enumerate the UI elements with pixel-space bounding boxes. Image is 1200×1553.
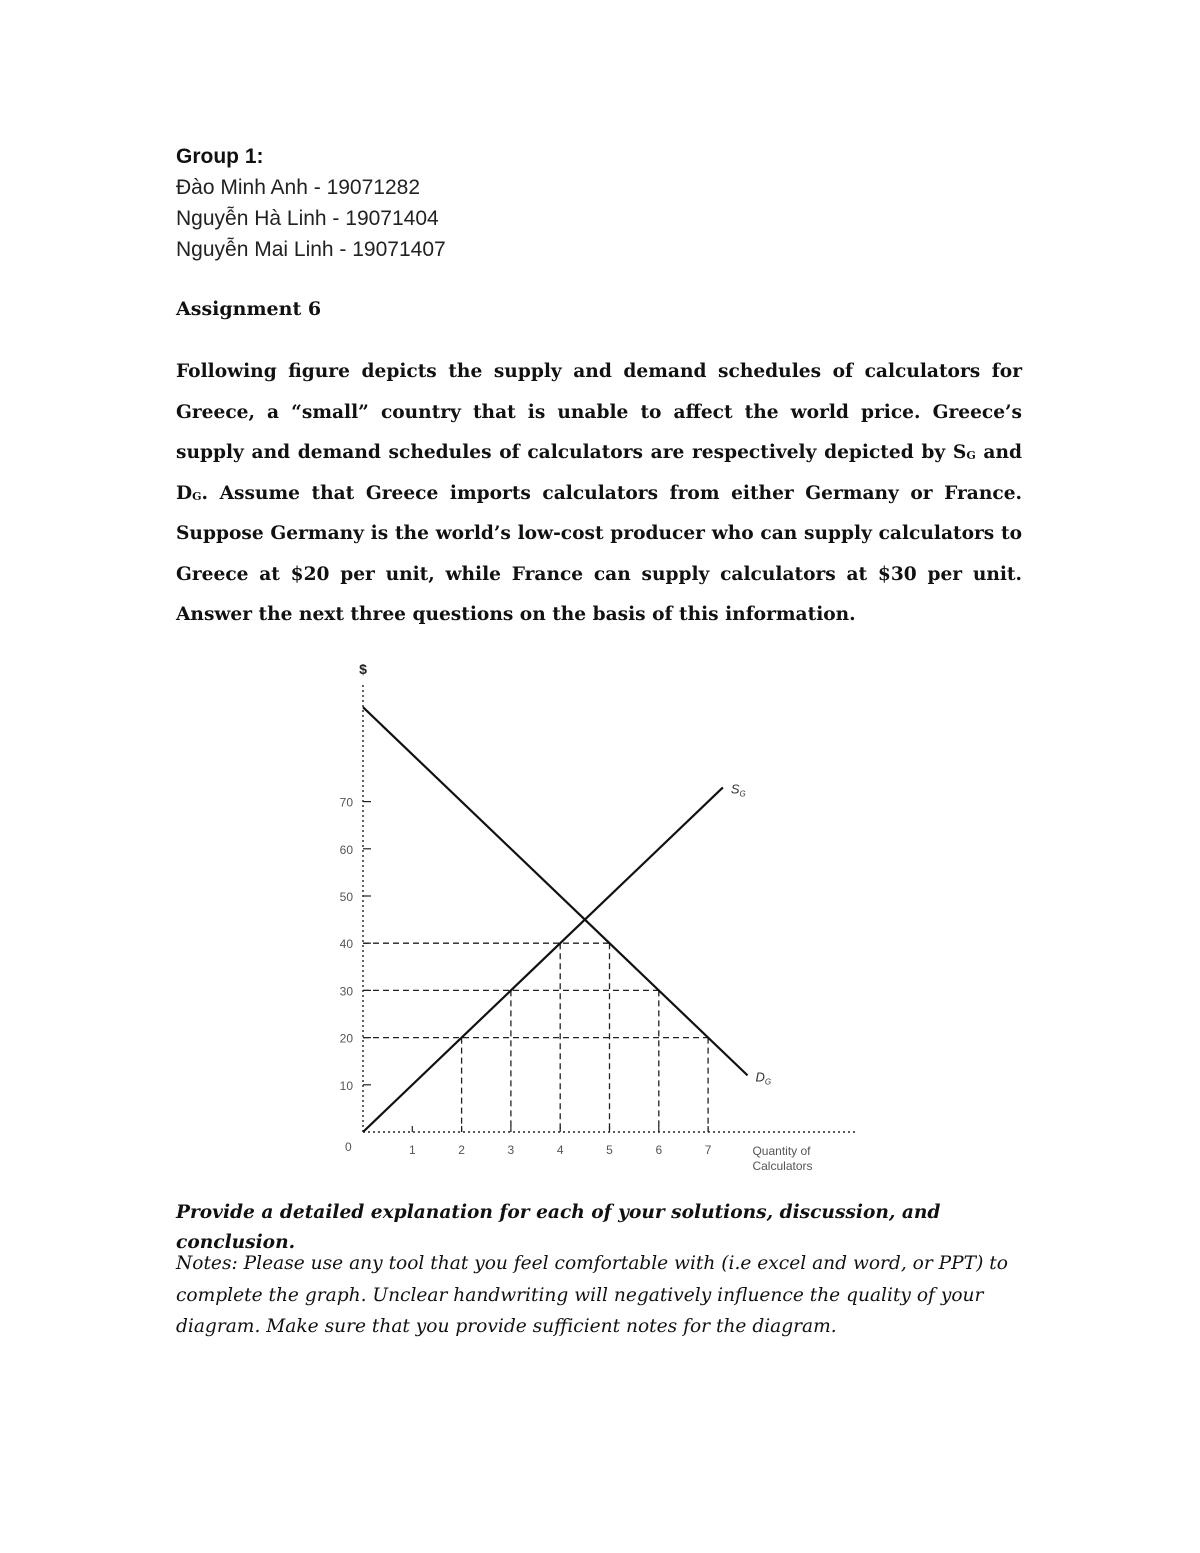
x-tick-label: 6 <box>655 1143 663 1157</box>
y-tick-label: 70 <box>339 795 353 810</box>
intro-text-part1: Following figure depicts the supply and demand schedules of calculators for Greece, a “small” country that is unable to affect the world price. Greece’s supply and demand schedules of calculators are respectively depicted by <box>176 361 1022 463</box>
x-tick-label: 3 <box>507 1143 515 1157</box>
x-tick-label: 4 <box>556 1143 564 1157</box>
group-title: Group 1: <box>176 145 264 168</box>
supply-demand-figure <box>300 655 880 1180</box>
x-axis-label-line: Quantity of <box>752 1144 811 1158</box>
member-1: Đào Minh Anh - 19071282 <box>176 176 421 199</box>
instruction-text: Provide a detailed explanation for each of your solutions, discussion, and conclusion. <box>176 1202 941 1253</box>
assignment-title: Assignment 6 <box>176 298 322 320</box>
x-axis-label-line: Calculators <box>752 1159 813 1173</box>
demand-label-subscript: G <box>764 1077 772 1087</box>
member-2: Nguyễn Hà Linh - 19071404 <box>176 207 439 230</box>
x-tick-label: 2 <box>458 1143 465 1157</box>
demand-symbol-letter: D <box>176 482 193 504</box>
supply-symbol <box>953 442 976 463</box>
supply-symbol-letter: S <box>952 442 967 463</box>
y-tick-label: 60 <box>339 842 353 857</box>
y-axis-label: $ <box>359 661 367 678</box>
origin-label: 0 <box>345 1140 352 1154</box>
y-tick-label: 40 <box>339 937 353 952</box>
supply-symbol-subscript: G <box>966 449 976 462</box>
intro-paragraph <box>176 352 1022 636</box>
x-tick-label: 7 <box>704 1143 712 1157</box>
supply-demand-chart <box>300 655 880 1180</box>
supply-curve <box>363 787 723 1132</box>
supply-label-subscript: G <box>739 789 746 799</box>
supply-label-letter: S <box>730 781 740 797</box>
demand-curve-label <box>756 1069 772 1086</box>
demand-symbol <box>176 483 202 504</box>
intro-and: and <box>975 442 1022 463</box>
x-tick-label: 1 <box>408 1143 416 1157</box>
supply-curve-label <box>731 781 746 798</box>
y-tick-label: 20 <box>339 1031 353 1046</box>
demand-curve <box>363 707 748 1075</box>
x-tick-label: 5 <box>606 1143 613 1157</box>
intro-text-part2: . Assume that Greece imports calculators from either Germany or France. Suppose Germany is the world’s low-cost producer who can supply calculators to Greece at $20 per unit, while France can supply calculators at $30 per unit. Answer the next three questions on the basis of this information. <box>176 482 1022 625</box>
y-tick-label: 10 <box>339 1078 353 1093</box>
y-tick-label: 30 <box>339 984 353 999</box>
demand-symbol-subscript: G <box>192 489 202 503</box>
y-tick-label: 50 <box>339 890 353 904</box>
member-3: Nguyễn Mai Linh - 19071407 <box>176 238 446 261</box>
group-header <box>176 141 1036 265</box>
notes-text: Notes: Please use any tool that you feel comfortable with (i.e excel and word, or PPT) to complete the graph. Unclear handwriting will negatively influence the quality of your diagram. Make sure that you provide sufficient notes for the diagram. <box>176 1253 1008 1337</box>
demand-label-letter: D <box>755 1069 765 1085</box>
